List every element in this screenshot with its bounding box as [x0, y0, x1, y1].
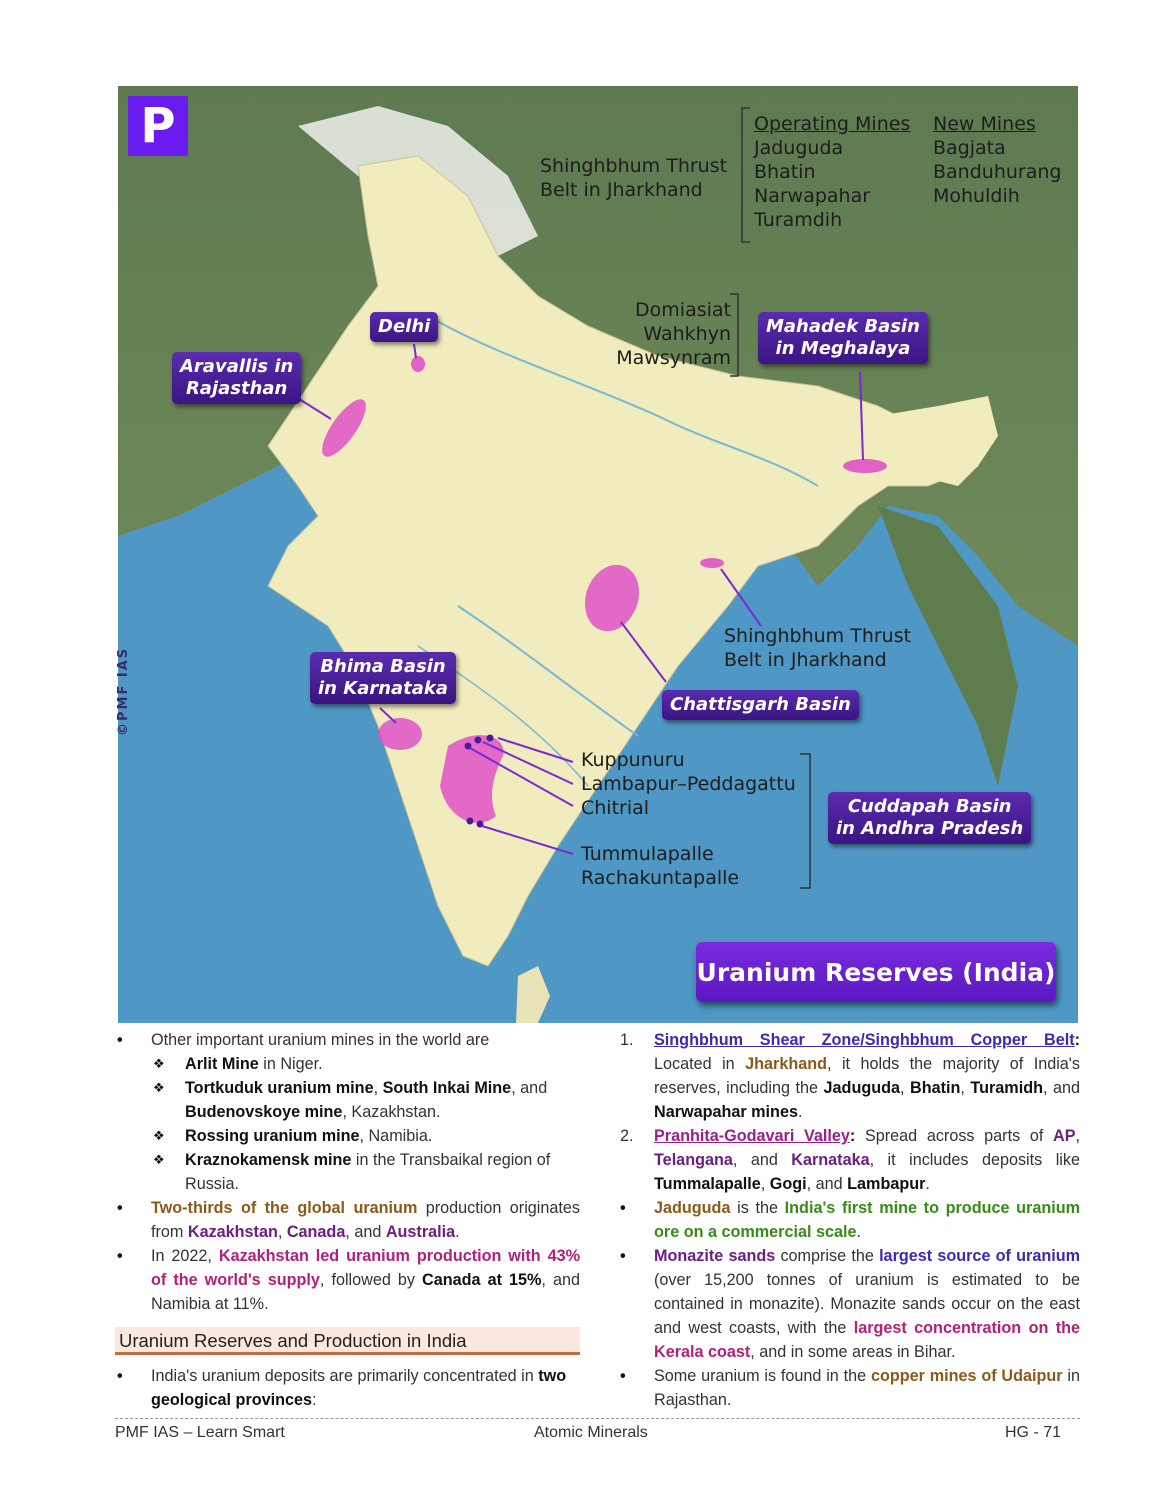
list-item: • Monazite sands comprise the largest source of uranium (over 15,200 tonnes of uranium is estimated to be contained in monazite). Monazite sands occur on the east and west coasts, with the largest concentration on the Kerala coast, and in some areas in Bihar.: [618, 1244, 1080, 1364]
meghalaya-zone: [843, 459, 887, 473]
singhbhum-zone: [700, 558, 724, 568]
list-item: 2. Pranhita-Godavari Valley: Spread across parts of AP, Telangana, and Karnataka, it includes deposits like Tummalapalle, Gogi, and Lambapur.: [620, 1127, 1080, 1193]
label-delhi: Delhi: [370, 312, 438, 342]
list-item: ❖ Tortkuduk uranium mine, South Inkai Mine, and Budenovskoye mine, Kazakhstan.: [115, 1076, 580, 1124]
operating-mines: Operating Mines Jaduguda Bhatin Narwapahar Turamdih: [754, 113, 911, 231]
singhbhum-mid-label: Shinghbhum Thrust Belt in Jharkhand: [724, 625, 912, 671]
cuddapah-sites-b: Tummulapalle Rachakuntapalle: [581, 843, 740, 889]
cuddapah-sites-a: Kuppunuru Lambapur–Peddagattu Chitrial: [581, 749, 796, 819]
right-column: [618, 1028, 1080, 1412]
delhi-zone: [411, 356, 425, 372]
list-item: • Two-thirds of the global uranium production originates from Kazakhstan, Canada, and Australia.: [115, 1196, 580, 1244]
uranium-map: [118, 86, 1078, 1023]
footer-page-number: HG - 71: [1005, 1424, 1062, 1441]
section-heading: Uranium Reserves and Production in India: [115, 1327, 580, 1355]
list-item: ❖ Rossing uranium mine, Namibia.: [115, 1124, 580, 1148]
pmf-logo: P: [128, 96, 188, 156]
list-item: ❖ Arlit Mine in Niger.: [115, 1052, 580, 1076]
label-cuddapah: Cuddapah Basin in Andhra Pradesh: [828, 792, 1031, 844]
list-item: • Jaduguda is the India's first mine to produce uranium ore on a commercial scale.: [618, 1196, 1080, 1244]
copyright-mark: ©PMF IAS: [116, 646, 131, 736]
list-item: • In 2022, Kazakhstan led uranium production with 43% of the world's supply, followed by Canada at 15%, and Namibia at 11%.: [115, 1244, 580, 1316]
list-item: • Other important uranium mines in the world are: [115, 1028, 580, 1052]
footer-left: PMF IAS – Learn Smart: [115, 1424, 285, 1441]
footer-divider: [115, 1418, 1080, 1419]
meghalaya-sites: Domiasiat Wahkhyn Mawsynram: [616, 299, 731, 369]
label-chattisgarh: Chattisgarh Basin: [662, 690, 859, 720]
singhbhum-top-label: Shinghbhum Thrust Belt in Jharkhand: [540, 155, 728, 201]
left-column-2: [115, 1364, 580, 1412]
list-item: 1. Singhbhum Shear Zone/Singhbhum Copper Belt: Located in Jharkhand, it holds the majority of India's reserves, including the Jaduguda, Bhatin, Turamidh, and Narwapahar mines.: [620, 1031, 1080, 1121]
list-item: • India's uranium deposits are primarily concentrated in two geological provinces:: [115, 1364, 580, 1412]
left-column: [115, 1028, 580, 1316]
bhima-zone: [378, 718, 422, 750]
label-aravallis: Aravallis in Rajasthan: [172, 352, 301, 404]
label-bhima: Bhima Basin in Karnataka: [310, 652, 456, 704]
footer-center: Atomic Minerals: [534, 1424, 648, 1441]
map-title: Uranium Reserves (India): [696, 942, 1056, 1002]
new-mines: New Mines Bagjata Banduhurang Mohuldih: [933, 113, 1062, 207]
list-item: ❖ Kraznokamensk mine in the Transbaikal region of Russia.: [115, 1148, 580, 1196]
label-mahadek: Mahadek Basin in Meghalaya: [758, 312, 928, 364]
list-item: • Some uranium is found in the copper mines of Udaipur in Rajasthan.: [618, 1364, 1080, 1412]
